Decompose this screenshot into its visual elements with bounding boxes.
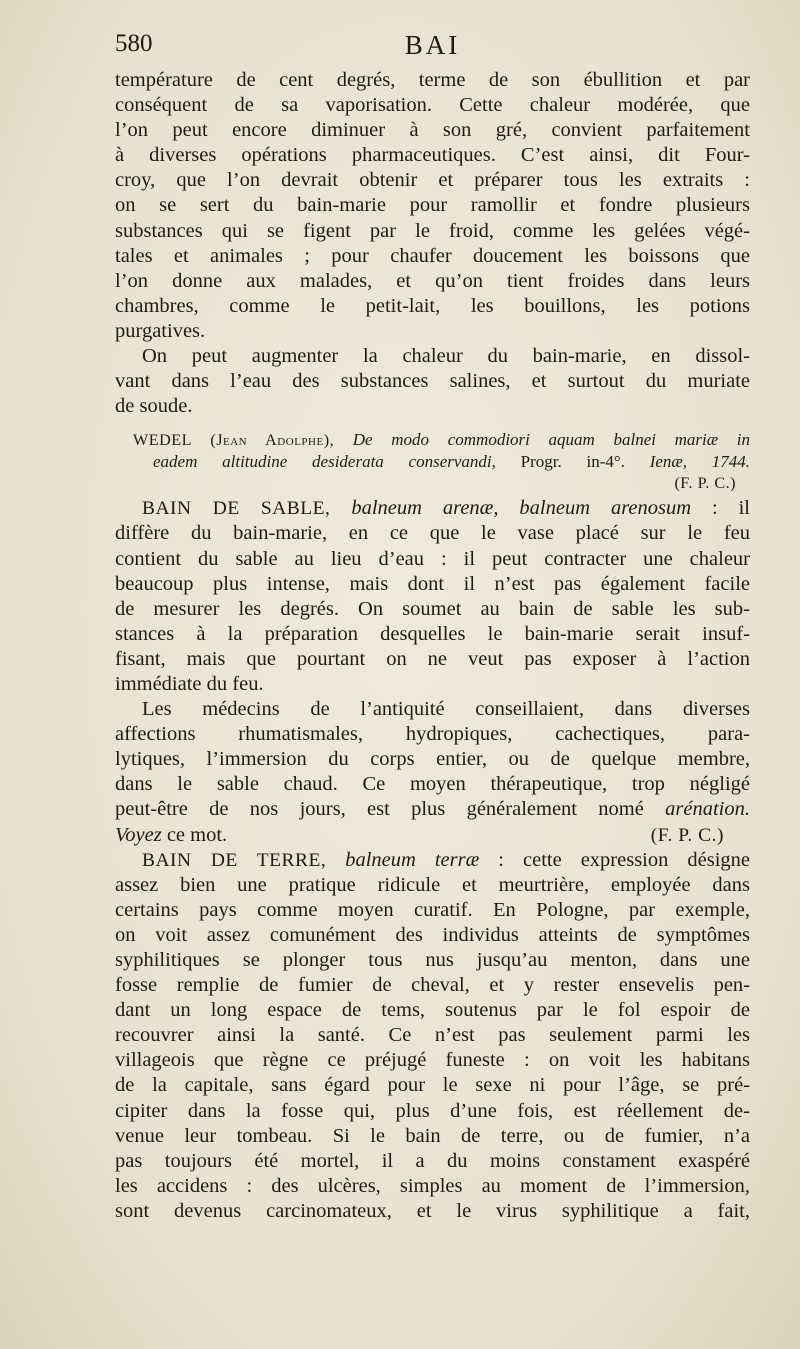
text-line: fisant, mais que pourtant on ne veut pas exposer à l’action — [115, 647, 750, 670]
text-line: tales et animales ; pour chaufer doucement les boissons que — [115, 244, 750, 267]
text-line: dans le sable chaud. Ce moyen thérapeutique, trop négligé — [115, 773, 750, 796]
paragraph-bain-marie-salts-cont — [115, 369, 750, 419]
biblio-signature — [115, 472, 750, 494]
text-line: substances qui se figent par le froid, comme les gelées végé- — [115, 219, 750, 242]
text-line: pas toujours été mortel, il a du moins constament exaspéré — [115, 1149, 750, 1172]
biblio-author: WEDEL (Jean Adolphe), — [133, 432, 335, 450]
text-line: immédiate du feu. — [115, 672, 264, 695]
biblio-line — [115, 429, 750, 451]
entry-latin: balneum arenæ, balneum arenosum — [351, 497, 692, 520]
text-line: venue leur tombeau. Si le bain de terre, ou de fumier, n’a — [115, 1124, 750, 1147]
text-line — [115, 823, 750, 848]
signature-text: (F. P. C.) — [674, 475, 736, 493]
entry-text: : cette expression désigne — [498, 848, 751, 871]
text-line: diffère du bain-marie, en ce que le vase placé sur le feu — [115, 522, 750, 545]
page-header — [115, 30, 750, 62]
text-line: les accidens : des ulcères, simples au moment de l’immersion, — [115, 1174, 750, 1197]
text-line: conséquent de sa vaporisation. Cette chaleur modérée, que — [115, 94, 750, 117]
text-line: syphilitiques se plonger tous nus jusqu’au menton, dans une — [115, 949, 750, 971]
voyez-text: Voyez — [115, 823, 162, 846]
text-line: stances à la préparation desquelles le bain-marie serait insuf- — [115, 622, 750, 645]
text-line — [115, 848, 750, 873]
bibliography-entry — [115, 429, 750, 494]
running-head: BAI — [404, 30, 461, 60]
text-line: vant dans l’eau des substances salines, et surtout du muriate — [115, 370, 750, 393]
text-line: contient du sable au lieu d’eau : il peut contracter une chaleur — [115, 547, 750, 570]
entry-bain-de-terre — [115, 848, 750, 1224]
text-line: lytiques, l’immersion du corps entier, ou de quelque membre, — [115, 748, 750, 771]
biblio-title-cont: eadem altitudine desiderata conservandi — [153, 452, 492, 472]
text-line: cipiter dans la fosse qui, plus d’une fois, est réellement de- — [115, 1099, 750, 1122]
text-line: de soude. — [115, 395, 193, 418]
text-line: dant un long espace de tems, soutenus par le fol espoir de — [115, 999, 750, 1022]
text-line: à diverses opérations pharmaceutiques. C’est ainsi, dit Four- — [115, 144, 750, 167]
text-line: sont devenus carcinomateux, et le virus syphilitique a fait, — [115, 1199, 750, 1222]
paragraph-medecins — [115, 697, 750, 848]
paragraph-continuation — [115, 68, 750, 344]
text-line: affections rhumatismales, hydropiques, cachectiques, para- — [115, 723, 750, 746]
paragraph-bain-marie-salts — [115, 344, 750, 369]
text-line: l’on peut encore diminuer à son gré, convient parfaitement — [115, 119, 750, 142]
text-segment: peut-être de nos jours, est plus généralement nomé — [115, 798, 644, 821]
biblio-place-date: Ienæ, 1744. — [649, 452, 751, 472]
entry-bain-de-sable — [115, 496, 750, 697]
biblio-format: , Progr. in-4°. — [491, 452, 625, 472]
text-line: croy, que l’on devrait obtenir et préparer tous les extraits : — [115, 169, 750, 192]
entry-term: BAIN DE SABLE, — [142, 498, 331, 520]
text-line: on voit assez comunément des individus atteints de symptômes — [115, 923, 750, 946]
biblio-line — [115, 451, 750, 472]
page-number: 580 — [115, 30, 153, 57]
entry-latin: balneum terræ — [345, 848, 480, 871]
text-line: certains pays comme moyen curatif. En Pologne, par exemple, — [115, 898, 750, 921]
text-line: de mesurer les degrés. On soumet au bain de sable les sub- — [115, 597, 750, 620]
text-line: assez bien une pratique ridicule et meurtrière, employée dans — [115, 873, 750, 896]
text-line: On peut augmenter la chaleur du bain-marie, en dissol- — [142, 345, 750, 368]
text-line: on se sert du bain-marie pour ramollir et fondre plusieurs — [115, 194, 750, 217]
text-line: recouvrer ainsi la santé. Ce n’est pas seulement parmi les — [115, 1024, 750, 1047]
text-line: fosse remplie de fumier de cheval, et y rester ensevelis pen- — [115, 974, 750, 997]
text-line: de la capitale, sans égard pour le sexe ni pour l’âge, se pré- — [115, 1074, 750, 1097]
text-line — [115, 496, 750, 521]
signature-text: (F. P. C.) — [650, 824, 724, 846]
voyez-ce-mot — [115, 823, 227, 848]
text-line: température de cent degrés, terme de son ébullition et par — [115, 69, 750, 91]
text-line: Les médecins de l’antiquité conseillaient, dans diverses — [142, 698, 750, 721]
entry-text: : il — [711, 497, 750, 520]
ce-mot-text: ce mot. — [166, 823, 228, 846]
biblio-title: De modo commodiori aquam balnei mariæ in — [352, 430, 750, 450]
body-text — [115, 68, 750, 1224]
text-line — [115, 797, 750, 822]
text-line: purgatives. — [115, 319, 206, 342]
text-line: beaucoup plus intense, mais dont il n’est pas également facile — [115, 572, 750, 595]
cross-reference-arenation: arénation. — [665, 798, 750, 821]
text-line: l’on donne aux malades, et qu’on tient froides dans leurs — [115, 269, 750, 292]
entry-term: BAIN DE TERRE, — [142, 849, 327, 871]
text-line: chambres, comme le petit-lait, les bouillons, les potions — [115, 294, 750, 317]
text-line: villageois que règne ce préjugé funeste : on voit les habitans — [115, 1049, 750, 1072]
